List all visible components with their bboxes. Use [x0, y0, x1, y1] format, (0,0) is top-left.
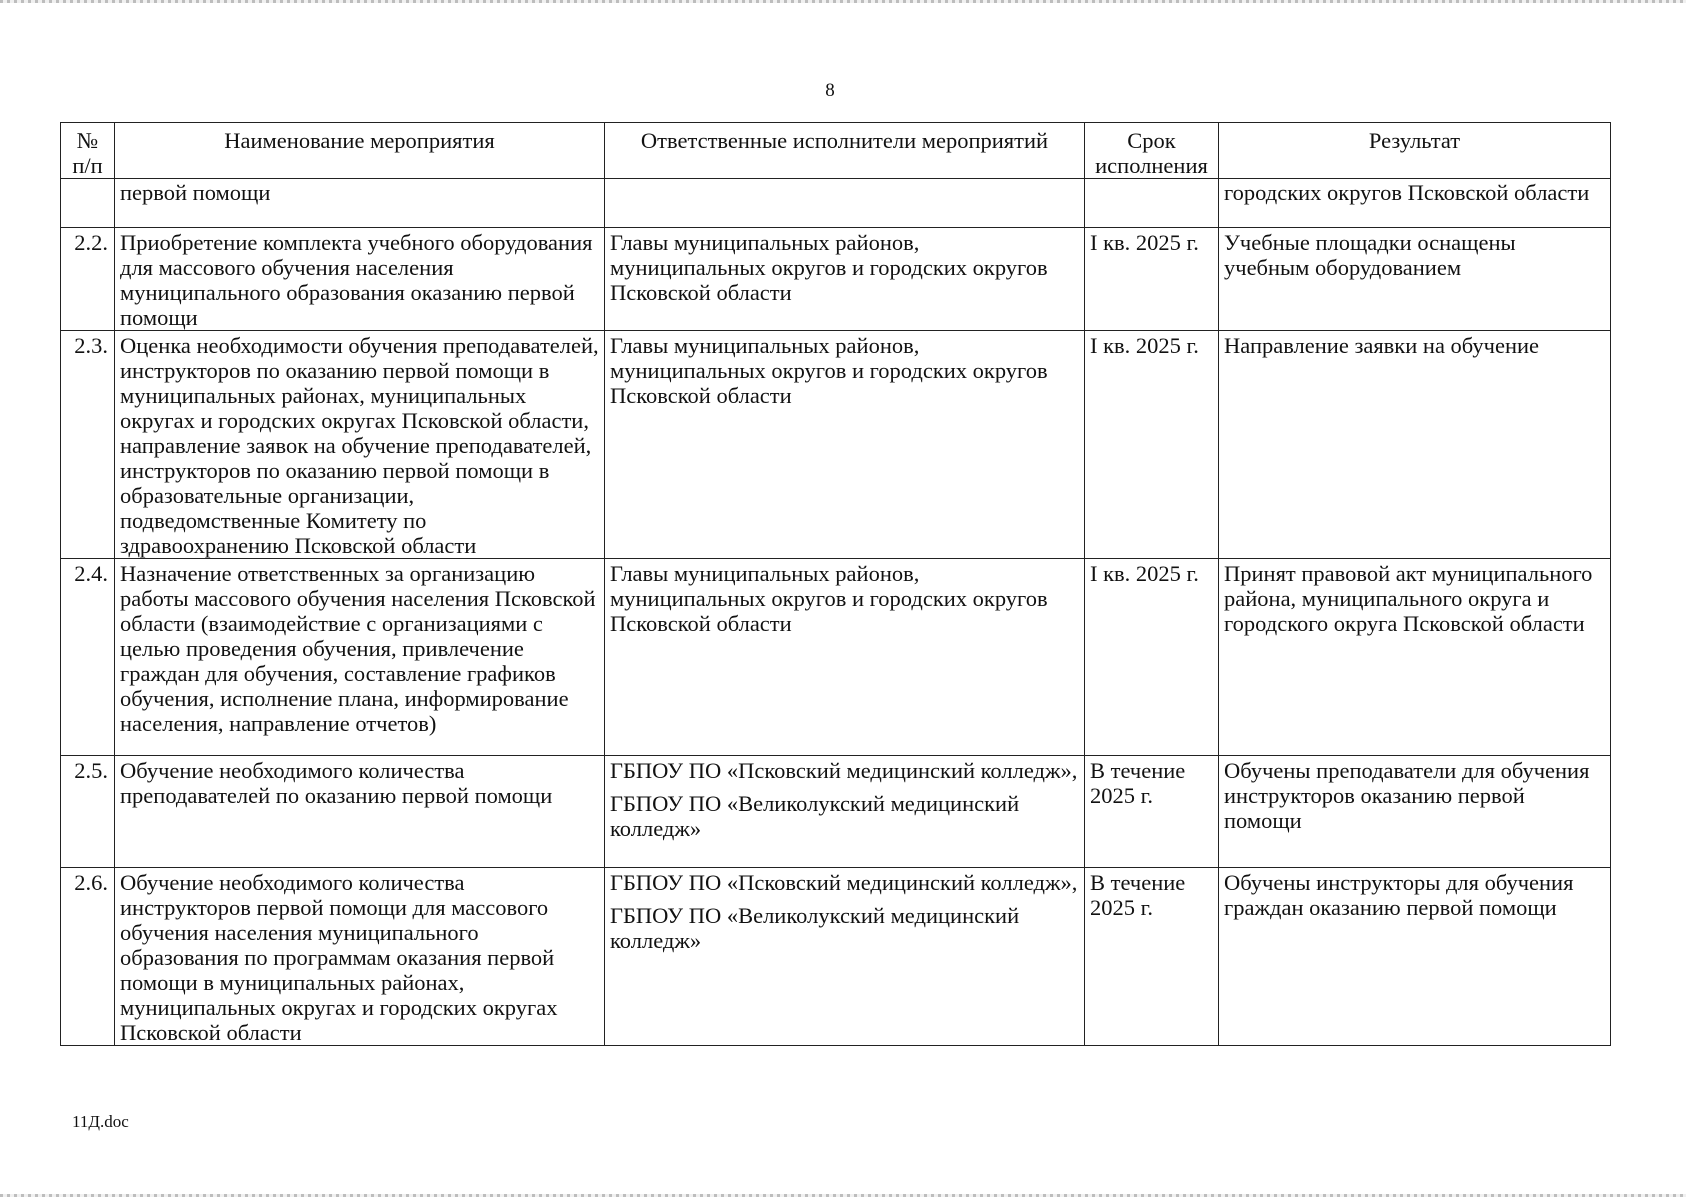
row-deadline	[1085, 179, 1219, 228]
row-result: Принят правовой акт муниципального района, муниципального округа и городского округа Псковской области	[1219, 559, 1611, 756]
executor-entry: ГБПОУ ПО «Великолукский медицинский колледж»	[610, 791, 1020, 841]
row-deadline: В течение 2025 г.	[1085, 868, 1219, 1046]
header-result: Результат	[1219, 123, 1611, 179]
row-num	[61, 179, 115, 228]
scan-edge-top	[0, 0, 1686, 3]
row-executors	[605, 559, 1085, 756]
row-activity-name: Назначение ответственных за организацию работы массового обучения населения Псковской области (взаимодействие с организациями с целью проведения обучения, привлечение граждан для обучения, составление графиков обучения, исполнение плана, информирование населения, направление отчетов)	[115, 559, 605, 756]
row-num: 2.6.	[61, 868, 115, 1046]
row-executors	[605, 179, 1085, 228]
row-num: 2.4.	[61, 559, 115, 756]
table-row	[61, 756, 1611, 868]
executor-entry: ГБПОУ ПО «Псковский медицинский колледж»,	[610, 870, 1078, 895]
executor-entry: ГБПОУ ПО «Псковский медицинский колледж»,	[610, 758, 1078, 783]
page-number: 8	[825, 80, 835, 101]
row-num: 2.2.	[61, 228, 115, 331]
table-row	[61, 331, 1611, 559]
row-executors	[605, 331, 1085, 559]
file-name: 11Д.doc	[72, 1112, 129, 1131]
table-header-row	[61, 123, 1611, 179]
table-row	[61, 868, 1611, 1046]
row-num: 2.5.	[61, 756, 115, 868]
row-result: Обучены инструкторы для обучения граждан оказанию первой помощи	[1219, 868, 1611, 1046]
scan-edge-bottom	[0, 1194, 1686, 1197]
row-deadline: В течение 2025 г.	[1085, 756, 1219, 868]
activity-plan-table	[60, 122, 1611, 1046]
row-deadline: I кв. 2025 г.	[1085, 331, 1219, 559]
row-executors	[605, 228, 1085, 331]
row-result: городских округов Псковской области	[1219, 179, 1611, 228]
header-deadline: Срок исполнения	[1085, 123, 1219, 179]
table-row	[61, 179, 1611, 228]
executor-entry: Главы муниципальных районов, муниципальных округов и городских округов Псковской области	[610, 230, 1048, 305]
row-executors	[605, 756, 1085, 868]
row-num: 2.3.	[61, 331, 115, 559]
row-activity-name: Обучение необходимого количества инструкторов первой помощи для массового обучения населения муниципального образования по программам оказания первой помощи в муниципальных районах, муниципальных округах и городских округах Псковской области	[115, 868, 605, 1046]
executor-entry: ГБПОУ ПО «Великолукский медицинский колледж»	[610, 903, 1020, 953]
row-result: Обучены преподаватели для обучения инструкторов оказанию первой помощи	[1219, 756, 1611, 868]
row-result: Направление заявки на обучение	[1219, 331, 1611, 559]
header-num: № п/п	[61, 123, 115, 179]
row-executors	[605, 868, 1085, 1046]
header-name: Наименование мероприятия	[115, 123, 605, 179]
table-row	[61, 228, 1611, 331]
header-executors: Ответственные исполнители мероприятий	[605, 123, 1085, 179]
row-activity-name: Оценка необходимости обучения преподавателей, инструкторов по оказанию первой помощи в муниципальных районах, муниципальных округах и городских округах Псковской области, направление заявок на обучение преподавателей, инструкторов по оказанию первой помощи в образовательные организации, подведомственные Комитету по здравоохранению Псковской области	[115, 331, 605, 559]
executor-entry: Главы муниципальных районов, муниципальных округов и городских округов Псковской области	[610, 333, 1048, 408]
row-result: Учебные площадки оснащены учебным оборудованием	[1219, 228, 1611, 331]
row-deadline: I кв. 2025 г.	[1085, 559, 1219, 756]
row-deadline: I кв. 2025 г.	[1085, 228, 1219, 331]
executor-entry: Главы муниципальных районов, муниципальных округов и городских округов Псковской области	[610, 561, 1048, 636]
table-row	[61, 559, 1611, 756]
row-activity-name: Приобретение комплекта учебного оборудования для массового обучения населения муниципального образования оказанию первой помощи	[115, 228, 605, 331]
row-activity-name: первой помощи	[115, 179, 605, 228]
row-activity-name: Обучение необходимого количества преподавателей по оказанию первой помощи	[115, 756, 605, 868]
